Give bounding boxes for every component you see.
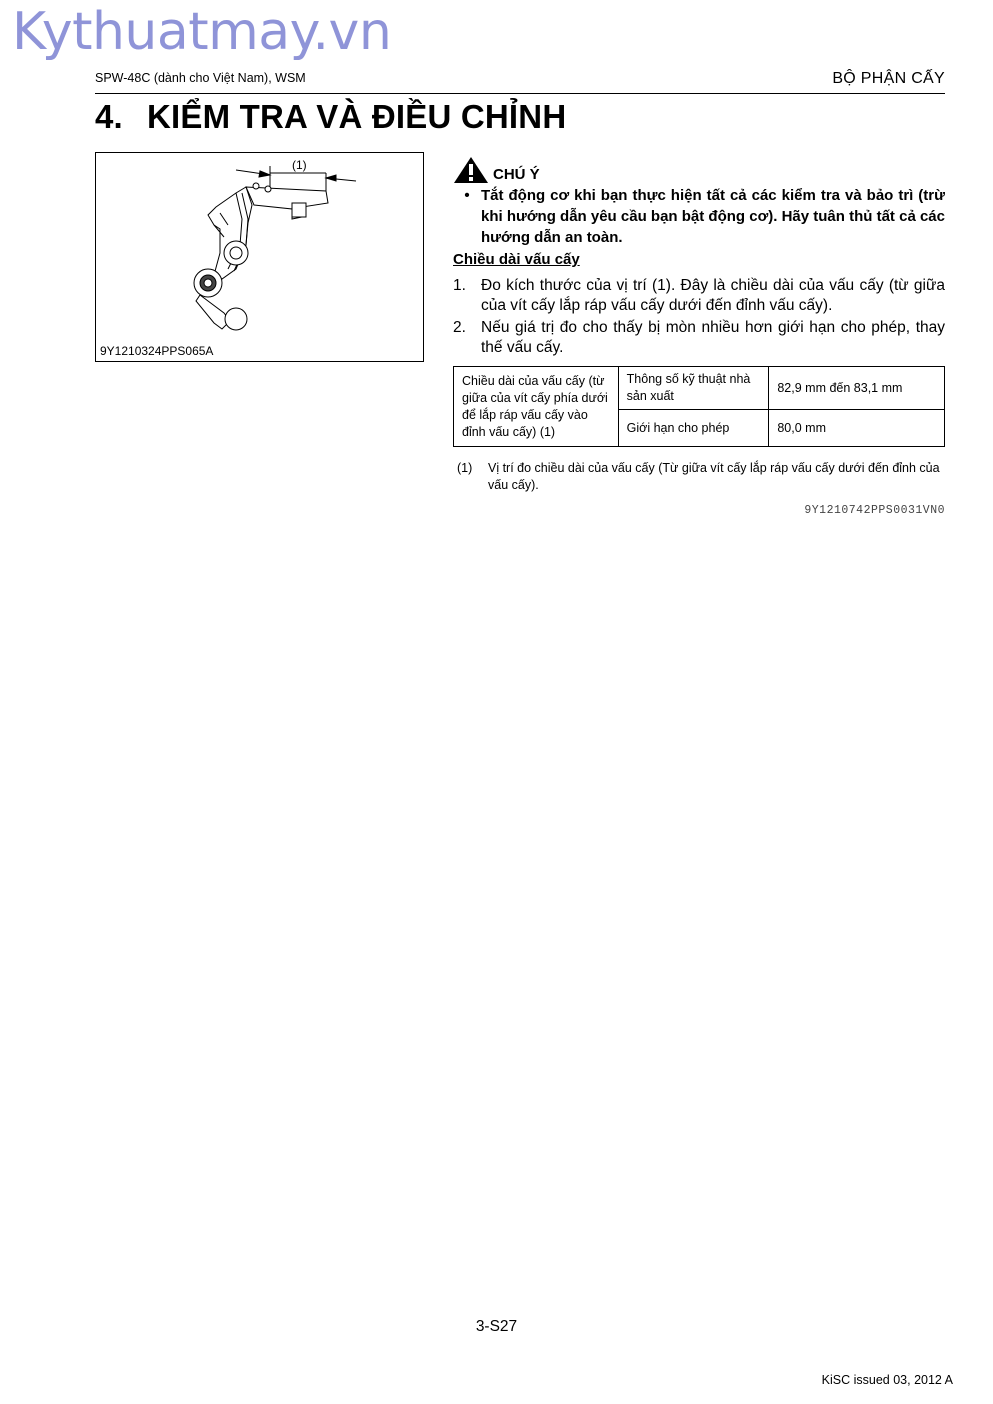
spec-table (453, 366, 945, 447)
content-column (453, 156, 945, 517)
page-title (95, 98, 566, 136)
note-number: (1) (457, 461, 473, 475)
title-number: 4. (95, 98, 123, 135)
step-number: 1. (453, 277, 466, 294)
planting-claw-drawing (96, 153, 423, 343)
figure-code: 9Y1210324PPS065A (100, 344, 214, 358)
step-item (453, 276, 945, 316)
caution-bullet: • (464, 187, 470, 204)
header-section: BỘ PHẬN CẤY (832, 70, 945, 87)
spec-label-cell: Giới hạn cho phép (618, 410, 769, 447)
document-code: 9Y1210742PPS0031VN0 (804, 504, 945, 517)
caution-text: Tắt động cơ khi bạn thực hiện tất cả các kiểm tra và bảo trì (trừ khi hướng dẫn yêu cầu bạn bật động cơ). Hãy tuân thủ tất cả các hướng dẫn an toàn. (481, 187, 945, 246)
site-watermark: Kythuatmay.vn (12, 2, 392, 62)
issued-note: KiSC issued 03, 2012 A (821, 1373, 953, 1387)
caution-item (453, 185, 945, 248)
note-text: Vị trí đo chiều dài của vấu cấy (Từ giữa vít cấy lắp ráp vấu cấy dưới đến đỉnh của vấu cấy). (488, 461, 940, 492)
table-row (454, 367, 945, 410)
figure-callout: (1) (292, 158, 307, 172)
spec-value-cell: 80,0 mm (769, 410, 945, 447)
step-text: Đo kích thước của vị trí (1). Đây là chiều dài của vấu cấy (từ giữa của vít cấy lắp ráp vấu cấy dưới đến đỉnh vấu cấy). (481, 277, 945, 314)
figure-box (95, 152, 424, 362)
spec-value-cell: 82,9 mm đến 83,1 mm (769, 367, 945, 410)
step-item (453, 318, 945, 358)
spec-label-cell: Thông số kỹ thuật nhà sản xuất (618, 367, 769, 410)
header-model: SPW-48C (dành cho Việt Nam), WSM (95, 71, 306, 85)
page-number: 3-S27 (475, 1318, 518, 1335)
step-number: 2. (453, 319, 466, 336)
section-heading: Chiều dài vấu cấy (453, 251, 580, 268)
caution-label: CHÚ Ý (493, 166, 540, 183)
warning-triangle-icon (453, 156, 489, 184)
caution-header (453, 156, 945, 184)
title-text: KIỂM TRA VÀ ĐIỀU CHỈNH (147, 98, 567, 135)
figure-note (453, 460, 945, 494)
spec-item-cell: Chiều dài của vấu cấy (từ giữa của vít cấy phía dưới để lắp ráp vấu cấy vào đỉnh vấu cấy) (1) (454, 367, 619, 447)
header-divider (95, 93, 945, 94)
step-text: Nếu giá trị đo cho thấy bị mòn nhiều hơn giới hạn cho phép, thay thế vấu cấy. (481, 319, 945, 356)
